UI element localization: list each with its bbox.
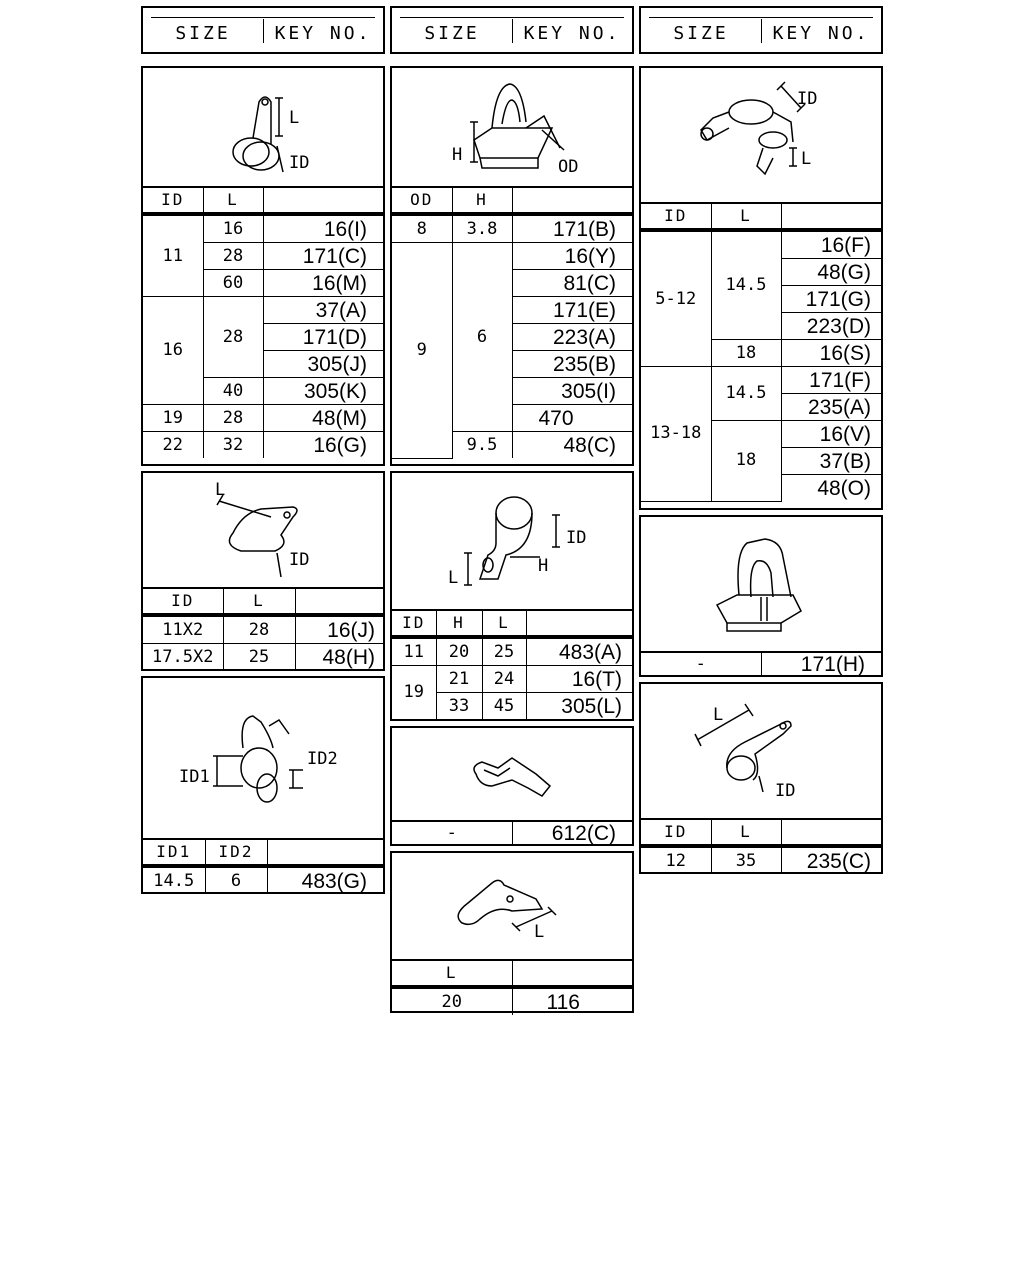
dim-l: L <box>289 108 300 128</box>
cell-key: 171(C) <box>263 243 383 270</box>
long-clamp-drawing <box>641 684 881 818</box>
col-h: H <box>436 609 482 637</box>
cell-key: 305(L) <box>526 693 632 720</box>
panel-flat-clamp <box>141 471 385 671</box>
header-sep <box>512 19 513 43</box>
spring-clip-drawing <box>392 853 632 959</box>
panel-tall-clip <box>639 515 883 677</box>
cell-key: 16(J) <box>295 615 383 644</box>
cell-key: 48(G) <box>781 259 881 286</box>
cell-key: 612(C) <box>512 820 632 846</box>
cell-key: 305(K) <box>263 378 383 405</box>
header-col3 <box>639 6 883 54</box>
diagram-band-clip <box>392 68 632 188</box>
dim-id2: ID2 <box>307 749 338 769</box>
cell-key: 470 <box>512 405 632 432</box>
cell-id: 11 <box>143 214 203 297</box>
col-id: ID <box>143 587 223 615</box>
cell-h: 6 <box>452 243 512 432</box>
cell-l: 28 <box>203 297 263 378</box>
cell-key: 16(T) <box>526 666 632 693</box>
col-l: L <box>482 609 526 637</box>
double-clip-drawing <box>143 678 383 838</box>
dim-id: ID <box>566 528 587 548</box>
cell-size: - <box>641 651 761 677</box>
cell-size: - <box>392 820 512 846</box>
header-rule <box>649 17 873 18</box>
cell-key: 235(C) <box>781 846 881 874</box>
dim-id: ID <box>797 89 818 109</box>
cell-h: 33 <box>436 693 482 720</box>
cell-key: 16(F) <box>781 230 881 259</box>
cell-id: 16 <box>143 297 203 405</box>
header-rule <box>400 17 624 18</box>
cell-id: 17.5X2 <box>143 644 223 671</box>
cell-l: 18 <box>711 421 781 502</box>
cell-key: 81(C) <box>512 270 632 297</box>
cell-key: 16(S) <box>781 340 881 367</box>
tall-clip-drawing <box>641 517 881 651</box>
col-key <box>512 959 632 987</box>
cell-id: 11 <box>392 637 436 666</box>
col-key <box>781 202 881 230</box>
table-tall-clip <box>641 651 881 677</box>
col-l: L <box>711 202 781 230</box>
col-key <box>267 838 383 866</box>
cell-id2: 6 <box>205 866 267 894</box>
diagram-p-clamp <box>143 68 383 188</box>
dim-id1: ID1 <box>179 767 210 787</box>
cell-key: 305(I) <box>512 378 632 405</box>
col-key <box>295 587 383 615</box>
table-small-clip <box>392 820 632 846</box>
cell-key: 37(A) <box>263 297 383 324</box>
flat-clamp-drawing <box>143 473 383 587</box>
cell-key: 223(A) <box>512 324 632 351</box>
cell-key: 16(I) <box>263 214 383 243</box>
cell-id: 19 <box>392 666 436 720</box>
cell-l: 14.5 <box>711 230 781 340</box>
dim-id: ID <box>289 153 310 173</box>
cell-key: 171(B) <box>512 214 632 243</box>
cell-h: 20 <box>436 637 482 666</box>
cell-key: 16(Y) <box>512 243 632 270</box>
cell-key: 171(D) <box>263 324 383 351</box>
cell-od: 8 <box>392 214 452 243</box>
col-id: ID <box>641 818 711 846</box>
table-flat-clamp <box>143 587 383 670</box>
cell-l: 28 <box>223 615 295 644</box>
col-key <box>512 186 632 214</box>
cell-l: 45 <box>482 693 526 720</box>
table-p-clamp <box>143 186 383 458</box>
cell-key: 223(D) <box>781 313 881 340</box>
dim-od: OD <box>558 157 579 177</box>
dim-h: H <box>538 556 549 576</box>
col-id2: ID2 <box>205 838 267 866</box>
cell-l: 14.5 <box>711 367 781 421</box>
col-id: ID <box>392 609 436 637</box>
cell-key: 305(J) <box>263 351 383 378</box>
panel-spring-clip <box>390 851 634 1013</box>
cell-key: 483(G) <box>267 866 383 894</box>
cell-id: 19 <box>143 405 203 432</box>
col-h: H <box>452 186 512 214</box>
dim-l: L <box>534 922 545 942</box>
col-id1: ID1 <box>143 838 205 866</box>
cell-l: 28 <box>203 243 263 270</box>
col-key <box>781 818 881 846</box>
cell-l: 24 <box>482 666 526 693</box>
cell-l: 25 <box>482 637 526 666</box>
cell-id: 12 <box>641 846 711 874</box>
cell-key: 171(E) <box>512 297 632 324</box>
diagram-offset-clamp <box>392 473 632 611</box>
cell-l: 28 <box>203 405 263 432</box>
cell-l: 18 <box>711 340 781 367</box>
cell-id: 13-18 <box>641 367 711 502</box>
cell-key: 171(H) <box>761 651 881 677</box>
cell-h: 9.5 <box>452 432 512 459</box>
header-col2 <box>390 6 634 54</box>
panel-double-clip <box>141 676 385 894</box>
cell-key: 37(B) <box>781 448 881 475</box>
cell-key: 48(H) <box>295 644 383 671</box>
cell-key: 16(G) <box>263 432 383 459</box>
header-sep <box>761 19 762 43</box>
table-offset-clamp <box>392 609 632 720</box>
col-l: L <box>711 818 781 846</box>
cell-l: 20 <box>392 987 512 1015</box>
dim-id: ID <box>775 781 796 801</box>
cell-h: 3.8 <box>452 214 512 243</box>
header-key: KEY NO. <box>274 22 372 44</box>
table-band-clip <box>392 186 632 459</box>
col-id: ID <box>641 202 711 230</box>
cell-key: 48(O) <box>781 475 881 502</box>
panel-p-clamp <box>141 66 385 466</box>
header-col1 <box>141 6 385 54</box>
col-l: L <box>392 959 512 987</box>
header-size: SIZE <box>424 22 480 44</box>
panel-branch-clamp <box>639 66 883 510</box>
col-key <box>526 609 632 637</box>
table-branch-clamp <box>641 202 881 502</box>
dim-id: ID <box>289 550 310 570</box>
diagram-flat-clamp <box>143 473 383 589</box>
p-clamp-drawing <box>143 68 383 186</box>
cell-id: 22 <box>143 432 203 459</box>
panel-band-clip <box>390 66 634 466</box>
cell-l: 60 <box>203 270 263 297</box>
cell-l: 16 <box>203 214 263 243</box>
cell-key: 16(M) <box>263 270 383 297</box>
band-clip-drawing <box>392 68 632 186</box>
cell-key: 116 <box>512 987 632 1015</box>
diagram-small-clip <box>392 728 632 822</box>
cell-l: 25 <box>223 644 295 671</box>
col-l: L <box>223 587 295 615</box>
col-key <box>263 186 383 214</box>
cell-key: 235(B) <box>512 351 632 378</box>
dim-h: H <box>452 145 463 165</box>
dim-l: L <box>215 480 226 500</box>
col-od: OD <box>392 186 452 214</box>
cell-id: 11X2 <box>143 615 223 644</box>
dim-l: L <box>448 568 459 588</box>
table-long-clamp <box>641 818 881 874</box>
dim-l: L <box>801 149 812 169</box>
header-size: SIZE <box>673 22 729 44</box>
cell-key: 235(A) <box>781 394 881 421</box>
header-key: KEY NO. <box>523 22 621 44</box>
cell-key: 48(C) <box>512 432 632 459</box>
diagram-double-clip <box>143 678 383 840</box>
col-id: ID <box>143 186 203 214</box>
cell-id1: 14.5 <box>143 866 205 894</box>
panel-small-clip <box>390 726 634 846</box>
header-rule <box>151 17 375 18</box>
cell-key: 171(G) <box>781 286 881 313</box>
cell-key: 171(F) <box>781 367 881 394</box>
diagram-tall-clip <box>641 517 881 653</box>
cell-l: 35 <box>711 846 781 874</box>
diagram-spring-clip <box>392 853 632 961</box>
cell-l: 32 <box>203 432 263 459</box>
offset-clamp-drawing <box>392 473 632 609</box>
table-spring-clip <box>392 959 632 1015</box>
cell-key: 16(V) <box>781 421 881 448</box>
diagram-long-clamp <box>641 684 881 820</box>
table-double-clip <box>143 838 383 894</box>
panel-offset-clamp <box>390 471 634 721</box>
header-key: KEY NO. <box>772 22 870 44</box>
col-l: L <box>203 186 263 214</box>
header-size: SIZE <box>175 22 231 44</box>
small-clip-drawing <box>392 728 632 820</box>
cell-od: 9 <box>392 243 452 459</box>
branch-clamp-drawing <box>641 68 881 202</box>
cell-key: 483(A) <box>526 637 632 666</box>
header-sep <box>263 19 264 43</box>
panel-long-clamp <box>639 682 883 874</box>
cell-key: 48(M) <box>263 405 383 432</box>
dim-l: L <box>713 705 724 725</box>
cell-l: 40 <box>203 378 263 405</box>
cell-h: 21 <box>436 666 482 693</box>
cell-id: 5-12 <box>641 230 711 367</box>
diagram-branch-clamp <box>641 68 881 204</box>
